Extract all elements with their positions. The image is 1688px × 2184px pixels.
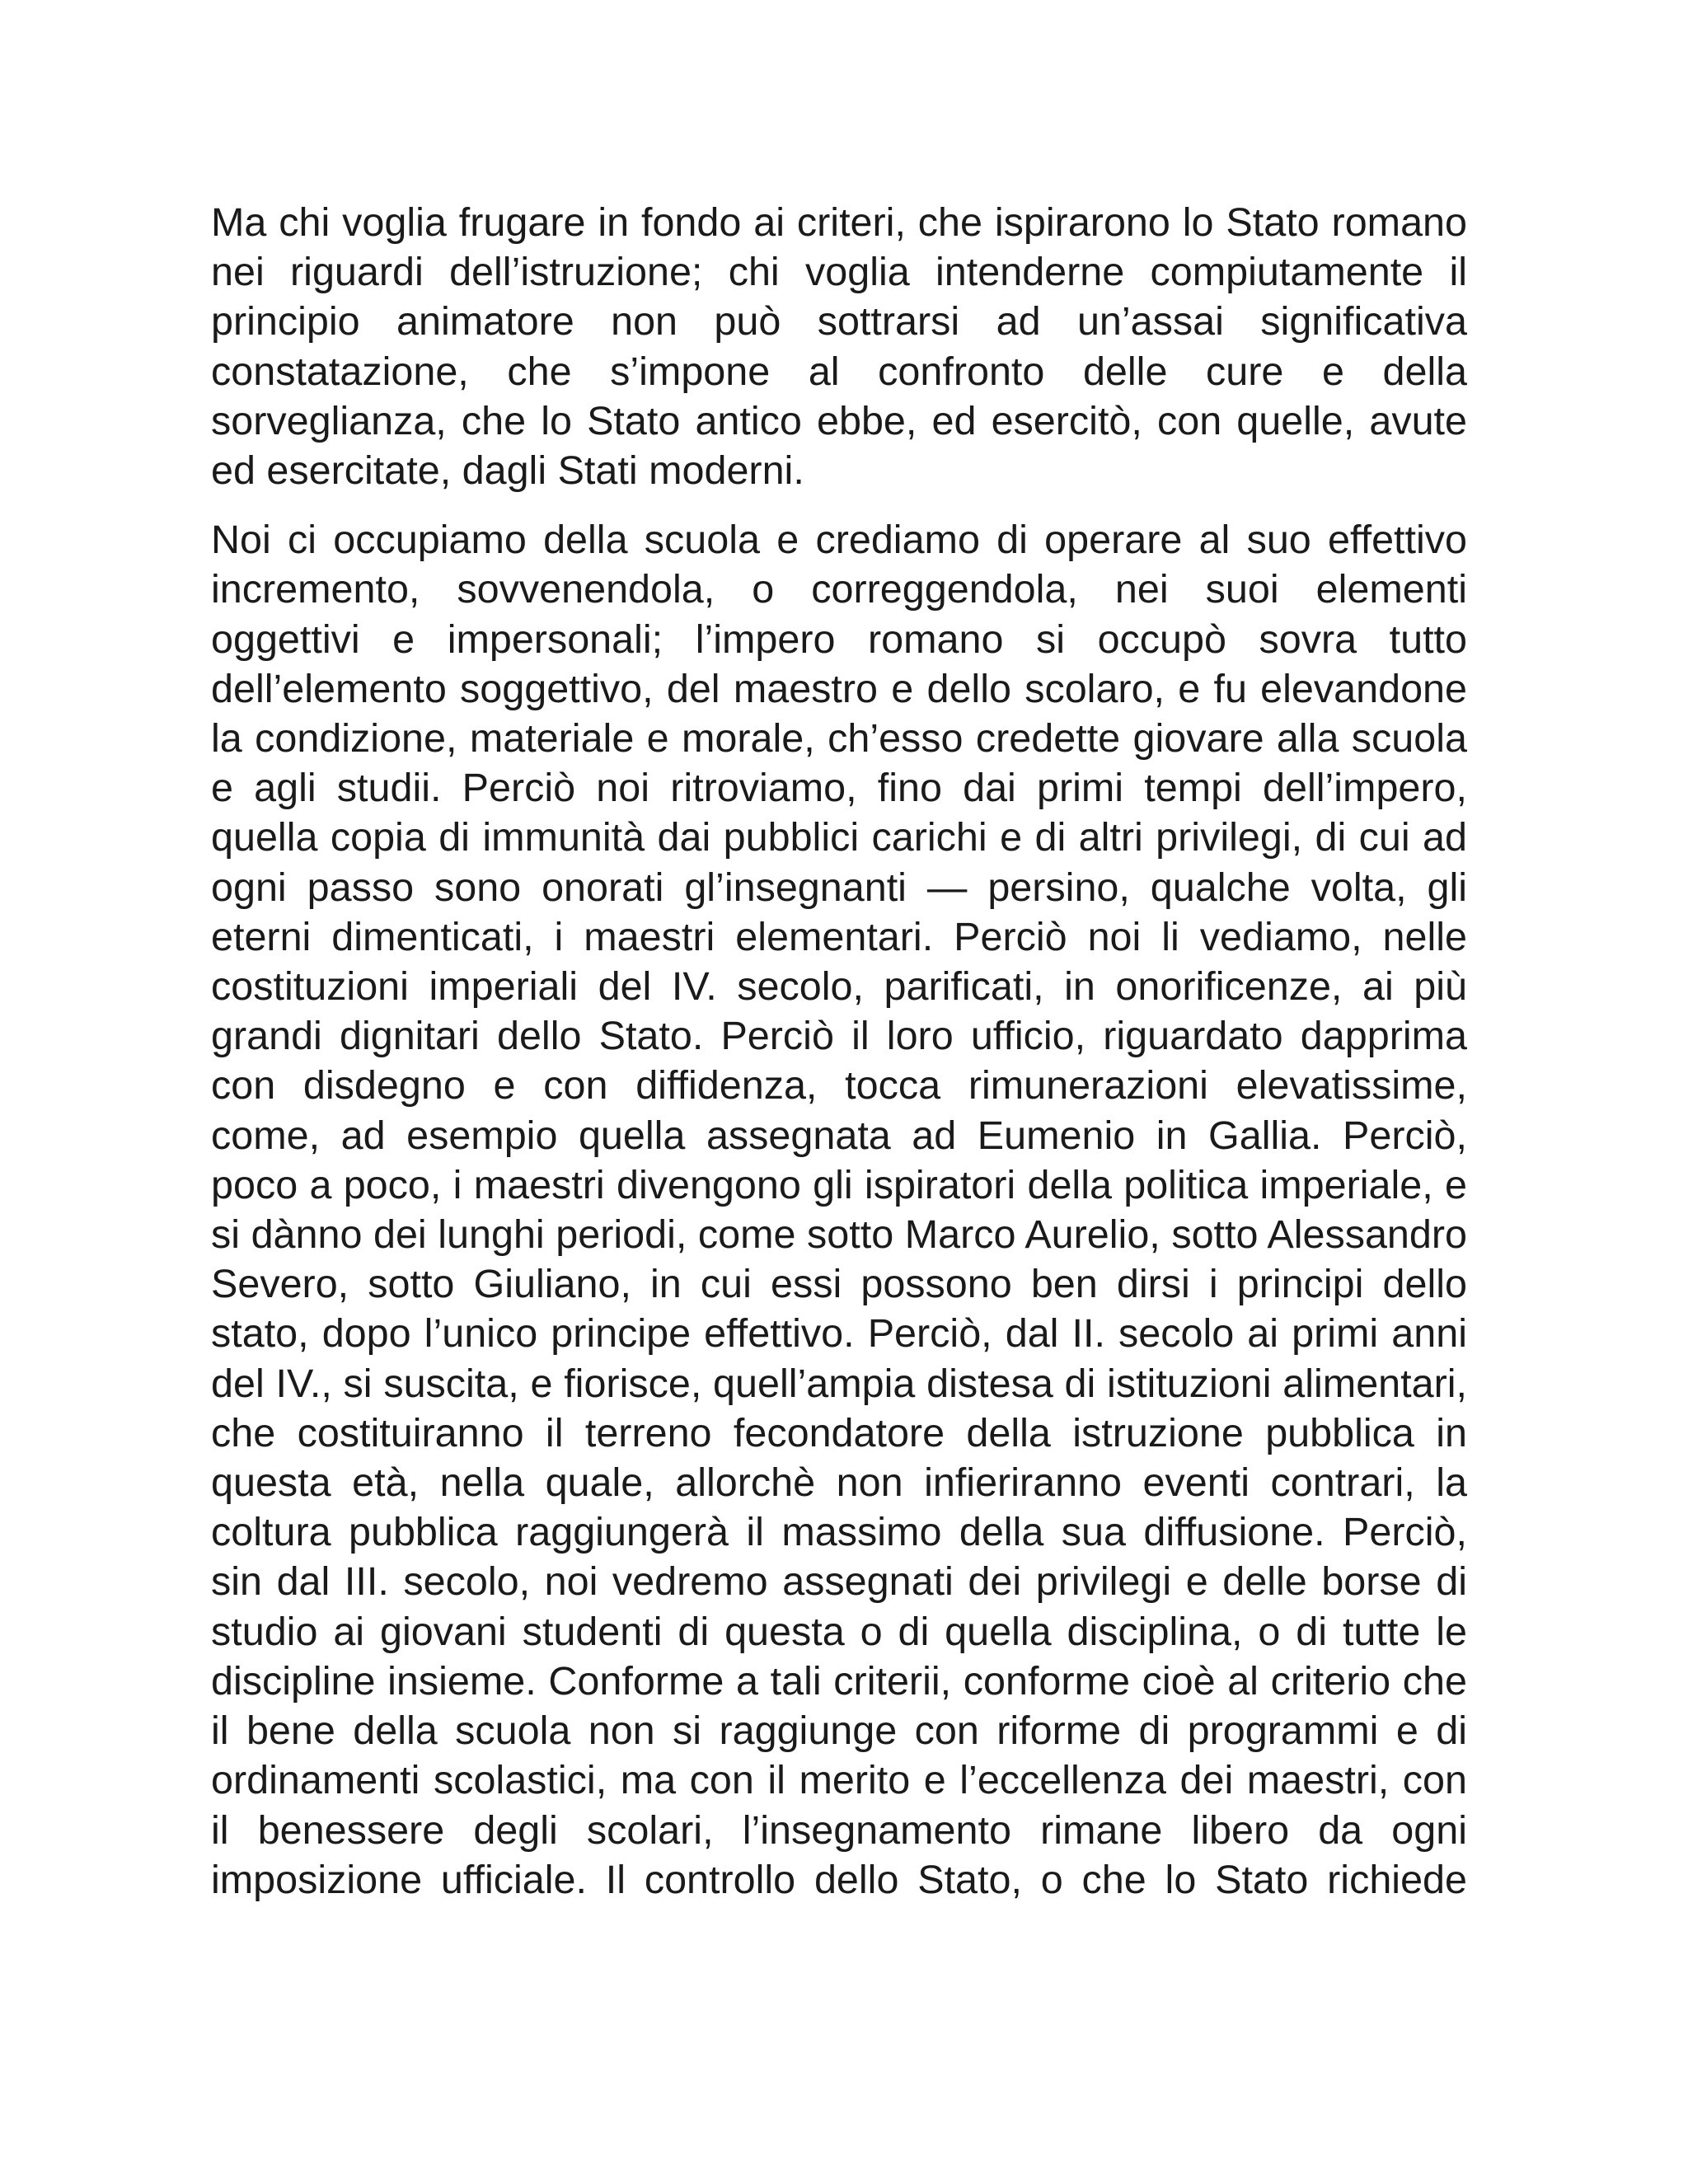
document-page (211, 198, 1467, 1905)
paragraph-2: Noi ci occupiamo della scuola e crediamo di operare al suo effettivo incremento, sovvenendola, o correggendola, nei suoi elementi oggettivi e impersonali; l’impero romano si occupò sovra tutto dell’elemento soggettivo, del maestro e dello scolaro, e fu elevandone la condizione, materiale e morale, ch’esso credette giovare alla scuola e agli studii. Perciò noi ritroviamo, fino dai primi tempi dell’impero, quella copia di immunità dai pubblici carichi e di altri privilegi, di cui ad ogni passo sono onorati gl’insegnanti — persino, qualche volta, gli eterni dimenticati, i maestri elementari. Perciò noi li vediamo, nelle costituzioni imperiali del IV. secolo, parificati, in onorificenze, ai più grandi dignitari dello Stato. Perciò il loro ufficio, riguardato dapprima con disdegno e con diffidenza, tocca rimunerazioni elevatissime, come, ad esempio quella assegnata ad Eumenio in Gallia. Perciò, poco a poco, i maestri divengono gli ispiratori della politica imperiale, e si dànno dei lunghi periodi, come sotto Marco Aurelio, sotto Alessandro Severo, sotto Giuliano, in cui essi possono ben dirsi i principi dello stato, dopo l’unico principe effettivo. Perciò, dal II. secolo ai primi anni del IV., si suscita, e fiorisce, quell’ampia distesa di istituzioni alimentari, che costituiranno il terreno fecondatore della istruzione pubblica in questa età, nella quale, allorchè non infieriranno eventi contrari, la coltura pubblica raggiungerà il massimo della sua diffusione. Perciò, sin dal III. secolo, noi vedremo assegnati dei privilegi e delle borse di studio ai giovani studenti di questa o di quella disciplina, o di tutte le discipline insieme. Conforme a tali criterii, conforme cioè al criterio che il bene della scuola non si raggiunge con riforme di programmi e di ordinamenti scolastici, ma con il merito e l’eccellenza dei maestri, con il benessere degli scolari, l’insegnamento rimane libero da ogni imposizione ufficiale. Il controllo dello Stato, o che lo Stato richiede (211, 518, 1467, 1902)
paragraph-1: Ma chi voglia frugare in fondo ai criteri, che ispirarono lo Stato romano nei riguardi dell’istruzione; chi voglia intenderne compiutamente il principio animatore non può sottrarsi ad un’assai significativa constatazione, che s’impone al confronto delle cure e della sorveglianza, che lo Stato antico ebbe, ed esercitò, con quelle, avute ed esercitate, dagli Stati moderni. (211, 200, 1467, 494)
